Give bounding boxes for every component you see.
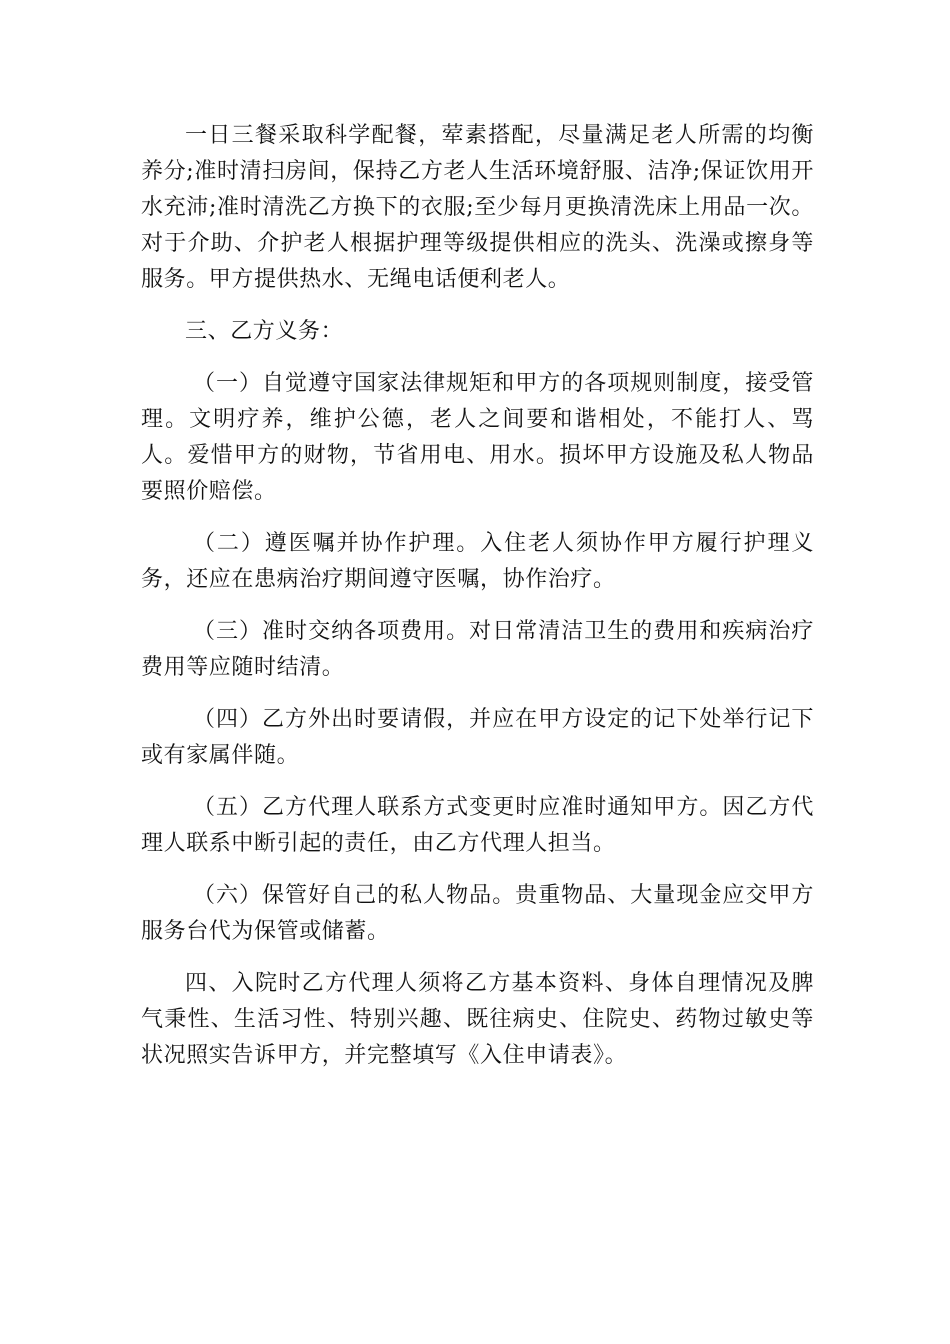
paragraph-obligation-5: （五）乙方代理人联系方式变更时应准时通知甲方。因乙方代理人联系中断引起的责任，由乙方代理人担当。 [141,795,814,856]
paragraph-admission-info: 四、入院时乙方代理人须将乙方基本资料、身体自理情况及脾气秉性、生活习性、特别兴趣、既往病史、住院史、药物过敏史等状况照实告诉甲方，并完整填写《入住申请表》。 [141,971,814,1068]
paragraph-meals-services: 一日三餐采取科学配餐，荤素搭配，尽量满足老人所需的均衡养分;准时清扫房间，保持乙方老人生活环境舒服、洁净;保证饮用开水充沛;准时清洗乙方换下的衣服;至少每月更换清洗床上用品一次。对于介助、介护老人根据护理等级提供相应的洗头、洗澡或擦身等服务。甲方提供热水、无绳电话便利老人。 [141,123,814,292]
paragraph-obligation-1: （一）自觉遵守国家法律规矩和甲方的各项规则制度，接受管理。文明疗养，维护公德，老人之间要和谐相处，不能打人、骂人。爱惜甲方的财物，节省用电、用水。损坏甲方设施及私人物品要照价赔偿。 [141,371,814,504]
heading-party-b-obligations: 三、乙方义务： [185,319,344,344]
paragraph-obligation-3: （三）准时交纳各项费用。对日常清洁卫生的费用和疾病治疗费用等应随时结清。 [141,619,814,680]
paragraph-obligation-4: （四）乙方外出时要请假，并应在甲方设定的记下处举行记下或有家属伴随。 [141,707,814,768]
paragraph-obligation-6: （六）保管好自己的私人物品。贵重物品、大量现金应交甲方服务台代为保管或储蓄。 [141,883,814,944]
paragraph-obligation-2: （二）遵医嘱并协作护理。入住老人须协作甲方履行护理义务，还应在患病治疗期间遵守医嘱，协作治疗。 [141,531,814,592]
